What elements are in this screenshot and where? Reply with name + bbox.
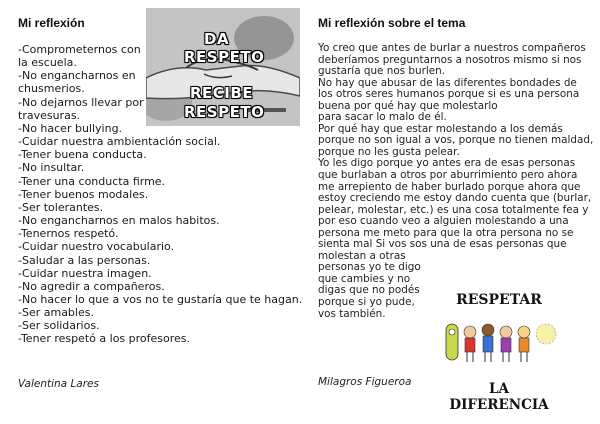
right-signature: Milagros Figueroa <box>318 376 412 388</box>
reflection-line: Por qué hay que estar molestando a los demás <box>318 122 563 135</box>
reflection-line: pelear, molestar, etc.) es una cosa totalmente fea y <box>318 203 589 216</box>
reflection-line: me arrepiento de haber burlado porque ahora que <box>318 180 581 193</box>
rule-item: -No insultar. <box>18 161 85 175</box>
respect-difference-picture <box>440 290 558 413</box>
reflection-line: que cambies y no <box>318 272 411 285</box>
reflection-line: persona me meto para que la otra persona no se <box>318 226 574 239</box>
photo-text-da: DA <box>204 30 230 48</box>
photo-text-respeto-2: RESPETO <box>184 103 265 121</box>
children-illustration <box>440 312 558 376</box>
rule-item: -Tener respetó a los profesores. <box>18 332 191 346</box>
right-title: Mi reflexión sobre el tema <box>318 16 466 30</box>
reflection-line: Yo les digo porque yo antes era de esas personas <box>318 157 576 170</box>
rule-item: la escuela. <box>18 56 77 70</box>
rule-item: -Tenernos respetó. <box>18 227 119 241</box>
reflection-line: los otros seres humanos porque si es una persona <box>318 88 580 101</box>
rule-item: -No engancharnos en malos habitos. <box>18 214 220 228</box>
reflection-line: sienta mal Si vos sos una de esas personas que <box>318 238 567 251</box>
reflection-line: No hay que abusar de las diferentes bondades de <box>318 76 577 89</box>
rule-item: -Ser solidarios. <box>18 319 100 333</box>
reflection-text <box>318 43 593 320</box>
reflection-line: estoy creciendo me estoy dando cuenta que (burlar, <box>318 192 592 205</box>
reflection-line: molestan a otras <box>318 249 406 262</box>
rule-item: -Tener buenos modales. <box>18 187 149 201</box>
photo-text-respeto-1: RESPETO <box>184 48 265 66</box>
respect-photo <box>146 8 300 126</box>
rule-item: -Ser tolerantes. <box>18 200 104 214</box>
rule-item: -No dejarnos llevar por <box>18 95 144 109</box>
rule-item: -Tener buena conducta. <box>18 148 147 162</box>
picture-top-text: RESPETAR <box>456 292 542 308</box>
left-title: Mi reflexión <box>18 16 85 30</box>
rule-item: -Saludar a las personas. <box>18 253 151 267</box>
reflection-line: buena por qué hay que molestarlo <box>318 99 498 112</box>
reflection-line: gustaría que nos burlen. <box>318 65 446 78</box>
rule-item: -Cuidar nuestra imagen. <box>18 266 152 280</box>
rule-item: -No hacer lo que a vos no te gustaría que te hagan. <box>18 292 303 306</box>
reflection-line: porque no son igual a vos, porque no tienen maldad, <box>318 134 594 147</box>
reflection-line: personas yo te digo <box>318 261 421 274</box>
reflection-line: Yo creo que antes de burlar a nuestros compañeros <box>318 42 586 54</box>
reflection-line: que burlaban a otros por aburrimiento pero ahora <box>318 169 578 182</box>
reflection-line: deberíamos preguntarnos a nosotros mismo si nos <box>318 53 582 66</box>
picture-bottom-text: LA DIFERENCIA <box>449 381 549 413</box>
left-signature: Valentina Lares <box>18 378 99 390</box>
reflection-line: porque si yo pude, <box>318 296 415 309</box>
reflection-line: para sacar lo malo de él. <box>318 111 447 124</box>
rule-item: -No agredir a compañeros. <box>18 279 165 293</box>
reflection-line: porque no les gusta pelear. <box>318 145 460 158</box>
rule-item: -No hacer bullying. <box>18 121 123 135</box>
rule-item: -Cuidar nuestro vocabulario. <box>18 240 175 254</box>
rule-item: -No engancharnos en <box>18 69 136 83</box>
rule-item: chusmerios. <box>18 82 85 96</box>
rule-item: -Tener una conducta firme. <box>18 174 166 188</box>
reflection-line: vos también. <box>318 307 386 320</box>
photo-text-recibe: RECIBE <box>190 84 254 102</box>
rule-item: -Cuidar nuestra ambientación social. <box>18 135 221 149</box>
reflection-line: digas que no podés <box>318 284 420 297</box>
reflection-line: por eso cuando veo a alguien molestando a una <box>318 215 569 228</box>
rule-item: -Ser amables. <box>18 306 94 320</box>
rule-item: travesuras. <box>18 108 81 122</box>
rule-item: -Comprometernos con <box>18 43 141 56</box>
